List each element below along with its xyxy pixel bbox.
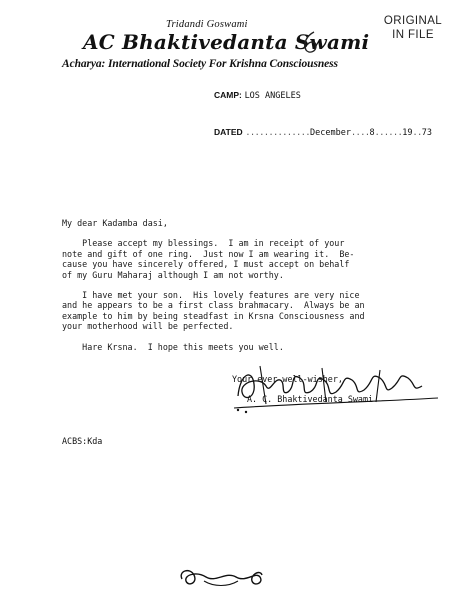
dated-dots-1: .............. <box>245 128 311 138</box>
salutation: My dear Kadamba dasi, <box>62 218 168 228</box>
para-2-line-1: I have met your son. His lovely features are very nice <box>62 290 360 301</box>
dated-year-prefix: 19 <box>402 128 413 138</box>
letterhead-subtitle: Acharya: International Society For Krishna Consciousness <box>62 58 338 70</box>
camp-label: CAMP: <box>214 90 242 100</box>
camp-value: LOS ANGELES <box>244 91 301 101</box>
handwritten-signature <box>230 356 440 416</box>
para-2-line-2: and he appears to be a first class brahmacary. Always be an <box>62 300 365 311</box>
para-2-line-4: your motherhood will be perfected. <box>62 321 234 332</box>
para-1-line-3: cause you have sincerely offered, I must accept on behalf <box>62 259 350 270</box>
stamp-line-2: IN FILE <box>392 29 434 41</box>
para-3-line-1: Hare Krsna. I hope this meets you well. <box>62 341 284 352</box>
para-1-line-2: note and gift of one ring. Just now I am wearing it. Be- <box>62 248 355 259</box>
dated-line <box>214 127 432 138</box>
letter-body <box>62 218 365 352</box>
original-in-file-stamp <box>382 14 444 42</box>
para-1-line-4: of my Guru Maharaj although I am not worthy. <box>62 269 284 280</box>
letterhead-title: Tridandi Goswami <box>166 19 248 30</box>
closing-line: Your ever well-wisher, <box>232 374 343 384</box>
camp-line <box>214 90 301 101</box>
dated-dots-4: .. <box>412 128 422 138</box>
decorative-flourish-icon <box>176 563 266 591</box>
reference-initials: ACBS:Kda <box>62 436 103 446</box>
dated-year: 73 <box>421 128 433 138</box>
dated-label: DATED <box>214 127 243 137</box>
letterhead-name: AC Bhaktivedanta Swami <box>83 30 370 54</box>
para-1-line-1: Please accept my blessings. I am in receipt of your <box>62 238 345 249</box>
typed-signer-name: A. C. Bhaktivedanta Swami <box>247 394 374 404</box>
handwritten-mark-icon <box>300 30 322 54</box>
dated-dots-3: ...... <box>374 128 403 138</box>
dated-day: 8 <box>369 128 375 138</box>
para-2-line-3: example to him by being steadfast in Krsna Consciousness and <box>62 310 365 321</box>
dated-dots-2: .... <box>350 128 370 138</box>
stamp-line-1: ORIGINAL <box>383 15 443 27</box>
dated-month: December <box>310 128 351 138</box>
